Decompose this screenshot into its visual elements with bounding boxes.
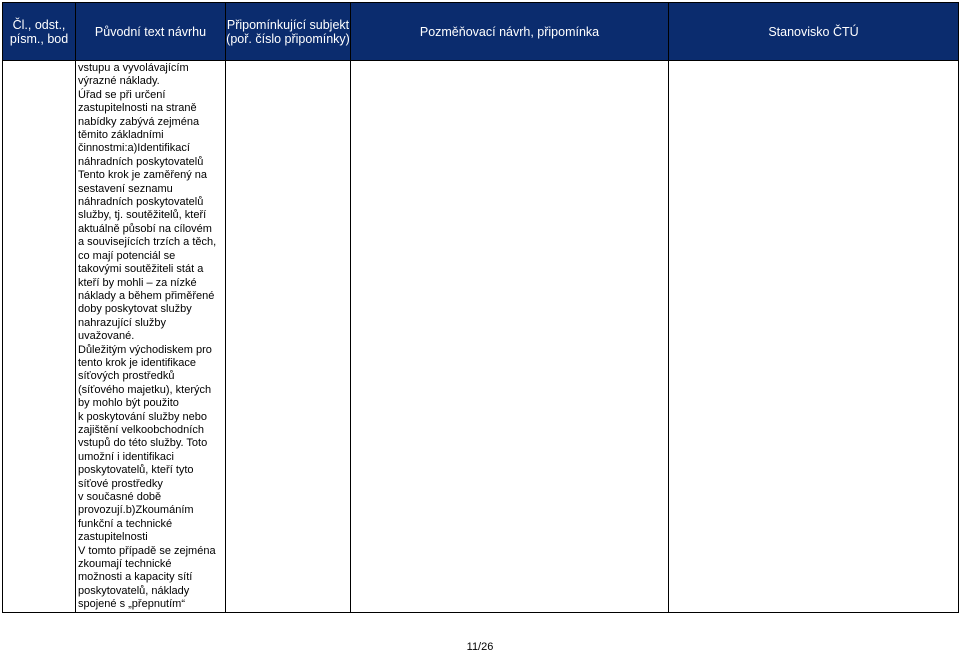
cell-proposal <box>351 61 669 613</box>
cell-article <box>3 61 76 613</box>
table-row <box>3 61 959 613</box>
cell-subject <box>226 61 351 613</box>
page-number: 11/26 <box>466 641 494 653</box>
page-footer <box>0 641 960 653</box>
cell-statement <box>669 61 959 613</box>
header-proposal: Pozměňovací návrh, připomínka <box>351 3 669 61</box>
comments-table <box>2 2 959 613</box>
original-text-content: vstupu a vyvolávajícím výrazné náklady. Úřad se při určení zastupitelnosti na straně nabídky zabývá zejména těmito základními činnostmi:a)Identifikací náhradních poskytovatelů Tento krok je zaměřený na sestavení seznamu náhradních poskytovatelů služby, tj. soutěžitelů, kteří aktuálně působí na cílovém a souvisejících trzích a těch, co mají potenciál se takovými soutěžiteli stát a kteří by mohli – za nízké náklady a během přiměřené doby poskytovat služby nahrazující služby uvažované. Důležitým východiskem pro tento krok je identifikace síťových prostředků (síťového majetku), kterých by mohlo být použito k poskytování služby nebo zajištění velkoobchodních vstupů do této služby. Toto umožní i identifikaci poskytovatelů, kteří tyto síťové prostředky v současné době provozují.b)Zkoumáním funkční a technické zastupitelnosti V tomto případě se zejména zkoumají technické možnosti a kapacity sítí poskytovatelů, náklady spojené s „přepnutím“ <box>78 62 217 611</box>
header-original-text: Původní text návrhu <box>76 3 226 61</box>
header-article: Čl., odst., písm., bod <box>3 3 76 61</box>
cell-original-text <box>76 61 226 613</box>
table-header-row <box>3 3 959 61</box>
header-subject: Připomínkující subjekt (poř. číslo připomínky) <box>226 3 351 61</box>
header-statement: Stanovisko ČTÚ <box>669 3 959 61</box>
